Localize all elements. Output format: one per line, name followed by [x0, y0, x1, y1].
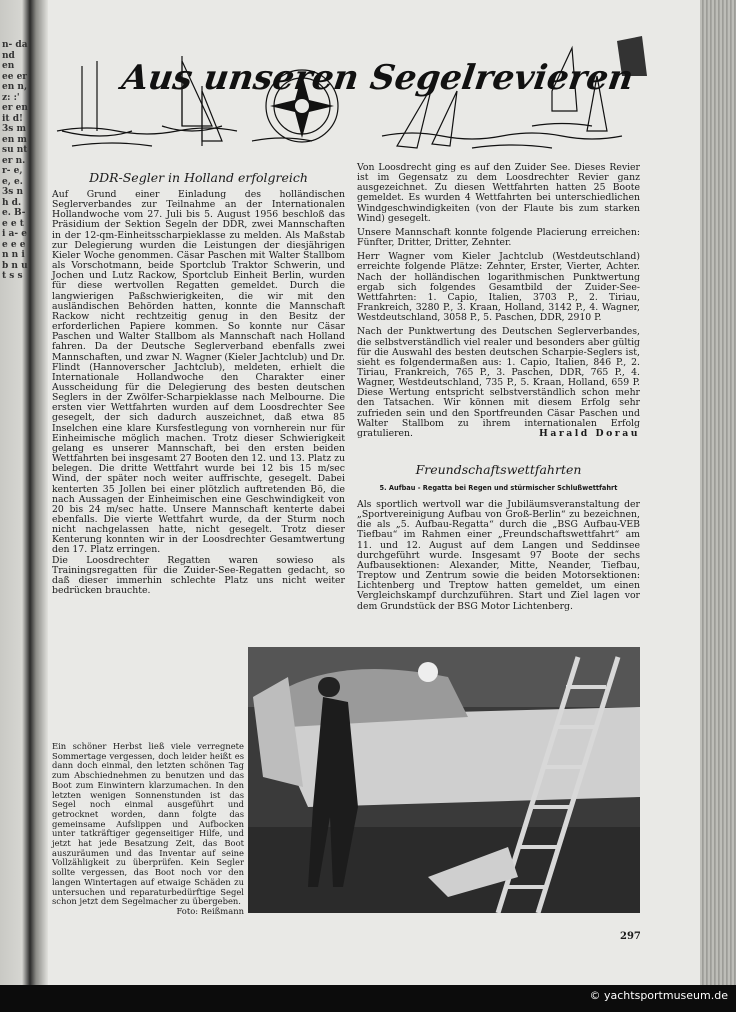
article-column-right [357, 163, 640, 439]
article-subtitle: 5. Aufbau - Regatta bei Regen und stürmischer Schlußwettfahrt [379, 484, 618, 492]
header-banner [52, 36, 652, 158]
article-title: DDR-Segler in Holland erfolgreich [89, 170, 308, 185]
paragraph: Von Loosdrecht ging es auf den Zuider See. Dieses Revier ist im Gegensatz zu dem Loosdrechter Revier ganz ausgezeichnet. Zu diesen Wettfahrten hatten 25 Boote gemeldet. Es wurden 4 Wettfahrten bei unterschiedlichen Windgeschwindigkeiten (von der Flaute bis zum starken Wind) gesegelt. [357, 162, 640, 224]
photo-caption [52, 742, 244, 917]
paragraph: Herr Wagner vom Kieler Jachtclub (Westdeutschland) erreichte folgende Plätze: Zehnter, Erster, Vierter, Achter. Nach der holländischen logarithmischen Punktwertung ergab sich folgendes Gesamtbild der Zuider-See-Wettfahrten: 1. Capio, Italien, 3703 P., 2. Tiriau, Frankreich, 3280 P., 3. Kraan, Holland, 3142 P., 4. Wagner, Westdeutschland, 3058 P., 5. Paschen, DDR, 2910 P. [357, 251, 640, 324]
previous-page-text-fragments: n- da nd en ee er en n, z: :' er en it d! 3s m en m su nt er n. r- e, e, e. 3s n h d. e. B- e e t i a- e e e e n n i b n u t s s [2, 40, 28, 281]
paragraph: Als sportlich wertvoll war die Jubiläumsveranstaltung der „Sportvereinigung Aufbau von Groß-Berlin“ zu bezeichnen, die als „5. Aufbau-Regatta“ durch die „BSG Aufbau-VEB Tiefbau“ im Rahmen einer „Freundschaftswettfahrt“ am 11. und 12. August auf dem Langen und Seddinsee durchgeführt wurde. Insgesamt 97 Boote der sechs Aufbausektionen: Alexander, Mitte, Neander, Tiefbau, Treptow und Zentrum sowie die beiden Motorsektionen: Lichtenberg und Treptow hatten gemeldet, um einen Vergleichskampf durchzuführen. Start und Ziel lagen vor dem Grundstück der BSG Motor Lichtenberg. [357, 499, 640, 612]
paragraph: Auf Grund einer Einladung des holländischen Seglerverbandes zur Teilnahme an der Internationalen Hollandwoche vom 27. Juli bis 5. August 1956 beschloß das Präsidium der Sektion Segeln der DDR, zwei Mannschaften in der 12-qm-Einheitsscharpieklasse zu melden. Als Maßstab zur Delegierung wurden die Leistungen der diesjährigen Kieler Woche genommen. Cäsar Paschen mit Walter Stallbom als Vorschotmann, beide Sportclub Traktor Schwerin, und Jochen und Lutz Rackow, Sportclub Einheit Berlin, wurden für diese wertvollen Regatten gemeldet. Durch die langwierigen Paßschwierigkeiten, die wir mit den ausländischen Behörden hatten, konnte die Mannschaft Rackow nicht rechtzeitig genug in den Besitz der erforderlichen Papiere kommen. So konnte nur Cäsar Paschen und Walter Stallbom als Mannschaft nach Holland fahren. Da der Deutsche Seglerverband ebenfalls zwei Mannschaften, und zwar N. Wagner (Kieler Jachtclub) und Dr. Flindt (Hannoverscher Jachtclub), meldeten, erhielt die Internationale Hollandwoche den Charakter einer Ausscheidung für die Delegierung des besten deutschen Seglers in der Zwölfer-Scharpieklasse nach Melbourne. Die ersten vier Wettfahrten wurden auf dem Loosdrechter See gesegelt, der sich dadurch auszeichnet, daß etwa 85 Inselchen eine klare Kursfestlegung von vornherein nur für Einheimische möglich machen. Trotz dieser Schwierigkeit gelang es unserer Mannschaft, bei den ersten beiden Wettfahrten bei insgesamt 27 Booten den 12. und 13. Platz zu belegen. Die dritte Wettfahrt wurde bei 12 bis 15 m/sec Wind, der später noch weiter auffrischte, gesegelt. Dabei kenterten 35 Jollen bei einer plötzlich auftretenden Bö, die nach Aussagen der Einheimischen eine Geschwindigkeit von 20 bis 24 m/sec hatte. Unsere Mannschaft kenterte dabei ebenfalls. Die vierte Wettfahrt wurde, da der Sturm noch nicht nachgelassen hatte, nicht gesegelt. Trotz dieser Kenterung konnten wir in der Loosdrechter Gesamtwertung den 17. Platz erringen. [52, 189, 345, 556]
article-body [357, 500, 640, 612]
article-column-left [52, 190, 345, 596]
article-title: Freundschaftswettfahrten [415, 462, 582, 477]
caption-text: Ein schöner Herbst ließ viele verregnete Sommertage vergessen, doch leider heißt es dann doch einmal, den letzten schönen Tag zum Abschiednehmen zu benutzen und das Boot zum Einwintern klarzumachen. In den letzten wenigen Sonnenstunden ist das Segel noch einmal ausgeführt und getrocknet worden, dann folgte das gemeinsame Aufslippen und Aufbocken unter tatkräftiger gegenseitiger Hilfe, und jetzt hat jede Besatzung Zeit, das Boot auszuräumen und das Inventar auf seine Vollzähligkeit zu überprüfen. Kein Segler sollte vergessen, das Boot noch vor den langen Wintertagen auf etwaige Schäden zu untersuchen und reparaturbedürftige Segel schon jetzt dem Segelmacher zu übergeben. [52, 741, 244, 907]
boat-photo [248, 647, 640, 913]
author: Harald Dorau [539, 428, 640, 440]
page-number: 297 [620, 931, 641, 942]
paragraph: Nach der Punktwertung des Deutschen Seglerverbandes, die selbstverständlich viel realer und besonders aber gültig für die Auswahl des besten deutschen Scharpie-Seglers ist, sieht es folgendermaßen aus: 1. Capio, Italien, 846 P., 2. Tiriau, Frankreich, 765 P., 3. Paschen, DDR, 765 P., 4. Wagner, Westdeutschland, 735 P., 5. Kraan, Holland, 659 P. Diese Wertung entspricht selbstverständlich schon mehr den Tatsachen. Wir können mit diesem Erfolg sehr zufrieden sein und den Sportfreunden Cäsar Paschen und Walter Stallbom zu ihrem internationalen Erfolg gratulieren. [357, 326, 640, 439]
page-stack-edge [700, 0, 736, 985]
watermark: © yachtsportmuseum.de [589, 989, 728, 1002]
paragraph: Die Loosdrechter Regatten waren sowieso als Trainingsregatten für die Zuider-See-Regatten gedacht, so daß dieser immerhin schlechte Platz uns nicht weiter bedrücken brauchte. [52, 554, 345, 597]
boat-on-stands-image [248, 647, 640, 913]
paragraph: Unsere Mannschaft konnte folgende Placierung erreichen: Fünfter, Dritter, Dritter, Zehnter. [357, 226, 640, 249]
banner-title: Aus unseren Segelrevieren [119, 58, 636, 98]
photo-credit: Foto: Reißmann [176, 905, 244, 916]
